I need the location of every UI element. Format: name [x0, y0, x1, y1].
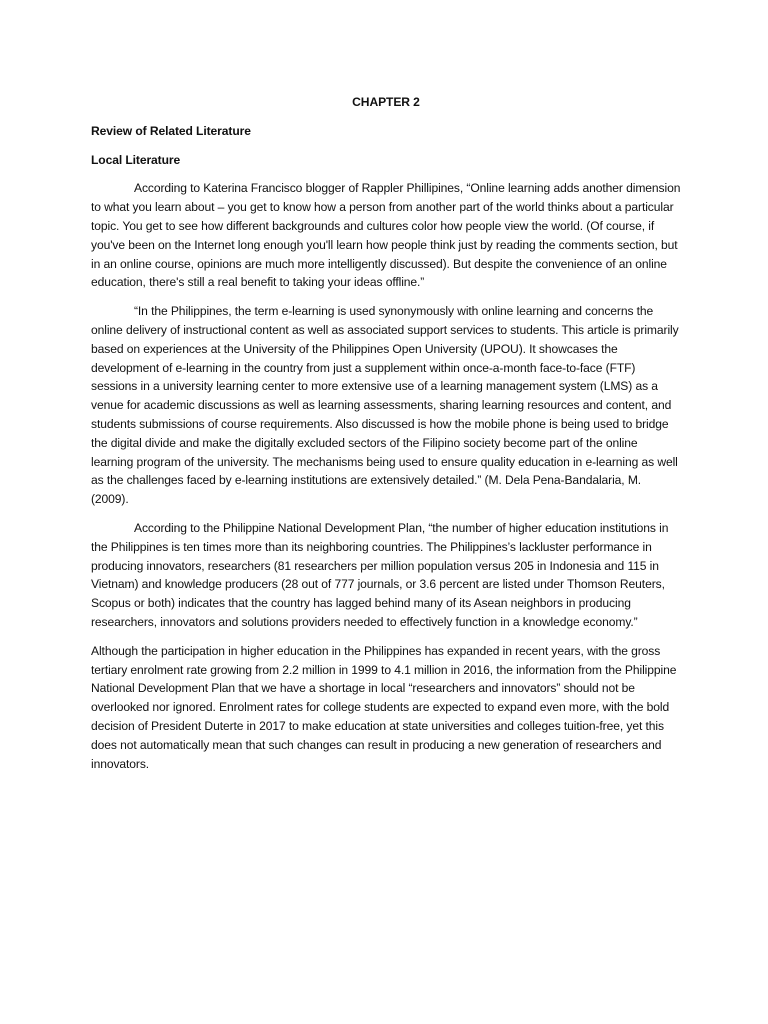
section-heading: Review of Related Literature [91, 123, 251, 138]
chapter-title: CHAPTER 2 [352, 95, 420, 109]
document-body [91, 93, 681, 783]
paragraph-francisco-quote: According to Katerina Francisco blogger of Rappler Phillipines, “Online learning adds another dimension to what you learn about – you get to know how a person from another part of the world thinks about a particular topic. You get to see how different backgrounds and cultures color how people view the world. (Of course, if you've been on the Internet long enough you'll learn how people think just by reading the comments section, but in an online course, opinions are much more intelligently discussed). But despite the convenience of an online education, there's still a real benefit to taking your ideas offline.” [91, 181, 681, 290]
paragraph-higher-education: Although the participation in higher education in the Philippines has expanded in recent years, with the gross tertiary enrolment rate growing from 2.2 million in 1999 to 4.1 million in 2016, the information from the Philippine National Development Plan that we have a shortage in local “researchers and innovators” should not be overlooked nor ignored. Enrolment rates for college students are expected to expand even more, with the bold decision of President Duterte in 2017 to make education at state universities and colleges tuition-free, yet this does not automatically mean that such changes can result in producing a new generation of researchers and innovators. [91, 643, 677, 771]
subsection-heading: Local Literature [91, 152, 181, 167]
paragraph-development-plan: According to the Philippine National Development Plan, “the number of higher education institutions in the Philippines is ten times more than its neighboring countries. The Philippines’s lackluster performance in producing innovators, researchers (81 researchers per million population versus 205 in Indonesia and 115 in Vietnam) and knowledge producers (28 out of 777 journals, or 3.6 percent are listed under Thomson Reuters, Scopus or both) indicates that the country has lagged behind many of its Asean neighbors in producing researchers, innovators and solutions providers needed to effectively function in a knowledge economy.” [91, 520, 669, 629]
paragraph-elearning-philippines: “In the Philippines, the term e-learning is used synonymously with online learning and concerns the online delivery of instructional content as well as associated support services to students. This article is primarily based on experiences at the University of the Philippines Open University (UPOU). It showcases the development of e-learning in the country from just a supplement within once-a-month face-to-face (FTF) sessions in a university learning center to more extensive use of a learning management system (LMS) as a venue for academic discussions as well as learning assessments, sharing learning resources and content, and students submissions of course requirements. Also discussed is how the mobile phone is being used to bridge the digital divide and make the digitally excluded sectors of the Filipino society become part of the online learning program of the university. The mechanisms being used to ensure quality education in e-learning as well as the challenges faced by e-learning institutions are extensively detailed.” (M. Dela Pena-Bandalaria, M. (2009). [91, 304, 679, 507]
